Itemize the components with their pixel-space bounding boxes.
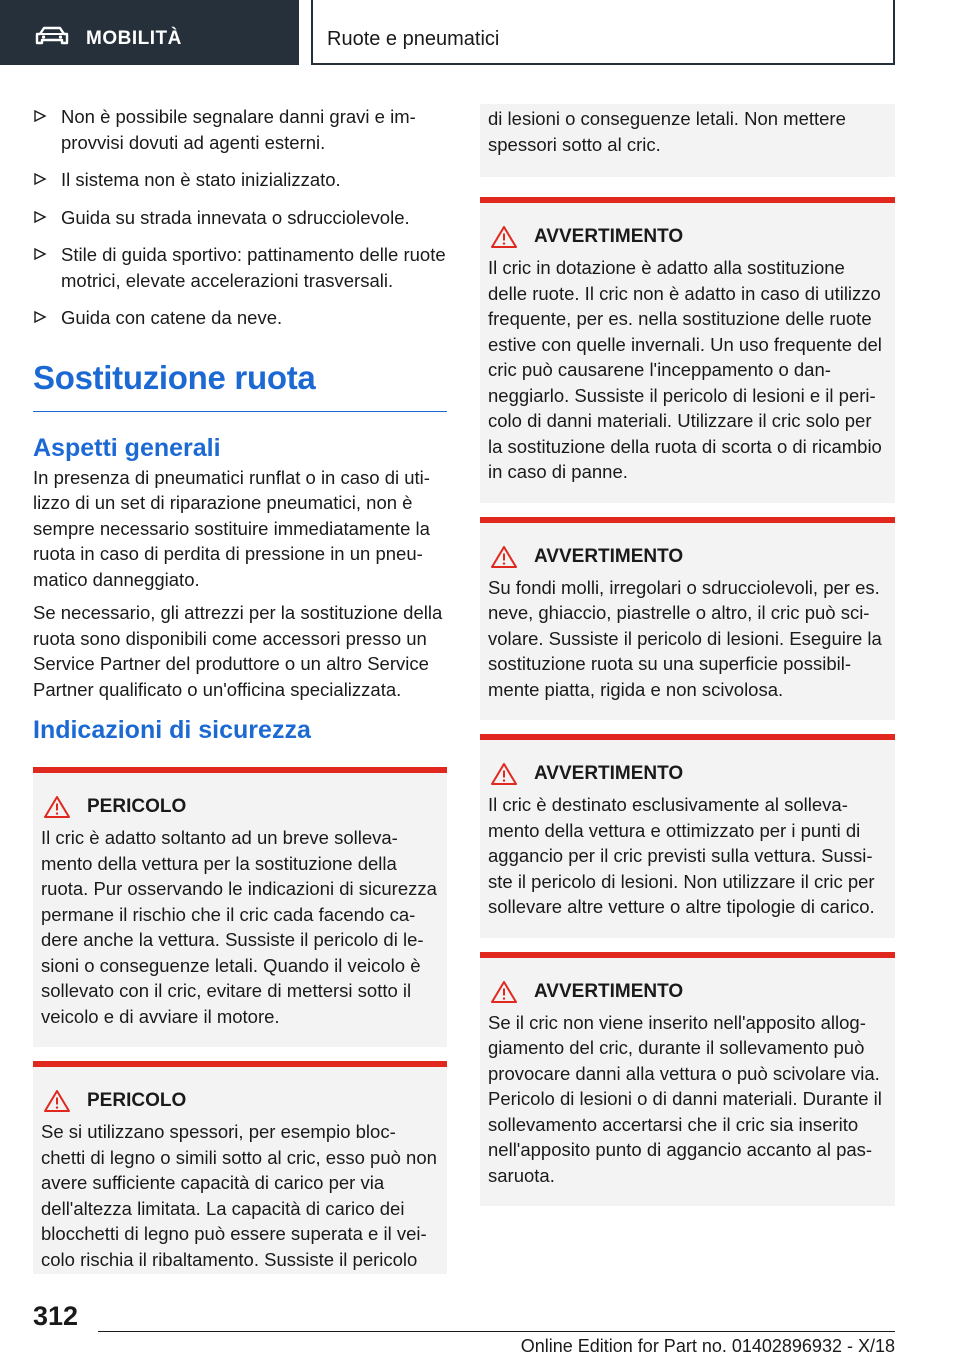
warning-box bbox=[480, 197, 895, 503]
warning-title: AVVERTIMENTO bbox=[534, 226, 684, 247]
heading-wheel-change: Sostituzione ruota bbox=[33, 359, 447, 412]
list-item-text: Il sistema non è stato inizializzato. bbox=[61, 169, 341, 190]
page-number: 312 bbox=[33, 1301, 79, 1331]
chapter-title: Ruote e pneumatici bbox=[327, 28, 500, 50]
list-item bbox=[33, 242, 447, 293]
paragraph-runflat: In presenza di pneumatici runflat o in caso di uti‐lizzo di un set di riparazione pneumatici, non è sempre necessario sostituire immediatamente la ruota in caso di perdita di pressione in un pneu‐matico danneggiato. bbox=[33, 466, 430, 590]
warning-triangle-icon bbox=[490, 980, 518, 1004]
warning-triangle-icon bbox=[490, 545, 518, 569]
danger-title: PERICOLO bbox=[87, 796, 187, 817]
warning-box bbox=[480, 517, 895, 721]
list-item-text: Guida con catene da neve. bbox=[61, 307, 283, 328]
danger-box bbox=[33, 767, 447, 1047]
triangle-bullet-icon bbox=[33, 109, 47, 123]
warning-triangle-icon bbox=[490, 225, 518, 249]
list-item-text: Non è possibile segnalare danni gravi e im‐provvisi dovuti ad agenti esterni. bbox=[61, 106, 416, 153]
warning-box bbox=[480, 734, 895, 938]
warning-title: AVVERTIMENTO bbox=[534, 545, 684, 567]
list-item-text: Guida su strada innevata o sdrucciolevole. bbox=[61, 206, 410, 228]
left-column bbox=[33, 104, 447, 1288]
footer-divider bbox=[98, 1331, 895, 1332]
list-item bbox=[33, 205, 447, 231]
section-title: MOBILITÀ bbox=[86, 28, 182, 49]
danger-text: Il cric è adatto soltanto ad un breve solleva‐mento della vettura per la sostituzione della ruota. Pur osservando le indicazioni di sicurezza permane il rischio che il cric cada facendo ca‐dere anche la vettura. Sussiste il pericolo di le‐sioni o conseguenze letali. Quando il veicolo è sollevato con il cric, evitare di mettersi sotto il veicolo e di avviare il motore. bbox=[41, 827, 437, 1027]
heading-safety: Indicazioni di sicurezza bbox=[33, 716, 311, 744]
danger-title: PERICOLO bbox=[87, 1090, 187, 1111]
list-item-text: Stile di guida sportivo: pattinamento delle ruote motrici, elevate accelerazioni trasversali. bbox=[61, 244, 446, 291]
condition-list bbox=[33, 104, 447, 331]
list-item bbox=[33, 104, 447, 155]
warning-triangle-icon bbox=[490, 762, 518, 786]
list-item bbox=[33, 167, 447, 193]
triangle-bullet-icon bbox=[33, 247, 47, 261]
footer-edition: Online Edition for Part no. 01402896932 - X/18 bbox=[520, 1336, 895, 1356]
header-chapter-box bbox=[311, 0, 895, 65]
warning-title: AVVERTIMENTO bbox=[534, 763, 684, 784]
right-column bbox=[480, 104, 895, 1220]
heading-general: Aspetti generali bbox=[33, 433, 221, 462]
warning-title: AVVERTIMENTO bbox=[534, 980, 684, 1002]
danger-text: Se si utilizzano spessori, per esempio bloc‐chetti di legno o simili sotto al cric, esso può non avere sufficiente capacità di carico per via dell'altezza limitata. La capacità di carico dei blocchetti di legno può essere superata e il vei‐colo rischia il ribaltamento. Sussiste il pericolo bbox=[41, 1121, 437, 1270]
header-section-tab bbox=[0, 0, 299, 65]
triangle-bullet-icon bbox=[33, 210, 47, 224]
triangle-bullet-icon bbox=[33, 172, 47, 186]
warning-text: Su fondi molli, irregolari o sdrucciolevoli, per es. neve, ghiaccio, piastrelle o altro, il cric può sci‐volare. Sussiste il pericolo di lesioni. Eseguire la sostituzione ruota su una superficie possibil‐mente piatta, rigida e non scivolosa. bbox=[488, 576, 882, 700]
warning-text: Se il cric non viene inserito nell'apposito allog‐giamento del cric, durante il sollevamento può provocare danni alla vettura o può scivolare via. Pericolo di lesioni o di danni materiali. Durante il sollevamento accertarsi che il cric sia inserito nell'apposito punto di aggancio accanto al pas‐saruota. bbox=[488, 1011, 882, 1186]
warning-triangle-icon bbox=[43, 1089, 71, 1113]
warning-text: Il cric è destinato esclusivamente al solleva‐mento della vettura e ottimizzato per i punti di aggancio per il cric previsti sulla vettura. Sussi‐ste il pericolo di lesioni. Non utilizzare il cric per sollevare altre vetture o altre tipologie di carico. bbox=[488, 794, 875, 917]
triangle-bullet-icon bbox=[33, 310, 47, 324]
danger-text-continued: di lesioni o conseguenze letali. Non mettere spessori sotto al cric. bbox=[488, 108, 846, 155]
paragraph-tools: Se necessario, gli attrezzi per la sostituzione della ruota sono disponibili come accessori presso un Service Partner del produttore o un altro Service Partner qualificato o un'officina specializzata. bbox=[33, 602, 443, 700]
danger-box-continued bbox=[480, 104, 895, 177]
warning-box bbox=[480, 952, 895, 1207]
warning-text: Il cric in dotazione è adatto alla sostituzione delle ruote. Il cric non è adatto in caso di utilizzo frequente, per es. nella sostituzione delle ruote estive con quelle invernali. Un uso frequente del cric può causarene l'inceppamento o dan‐neggiarlo. Sussiste il pericolo di lesioni e il peri‐colo di danni materiali. Utilizzare il cric solo per la sostituzione della ruota di scorta o di ricambio in caso di panne. bbox=[488, 257, 882, 482]
danger-box bbox=[33, 1061, 447, 1274]
list-item bbox=[33, 305, 447, 331]
warning-triangle-icon bbox=[43, 795, 71, 819]
car-icon bbox=[35, 26, 69, 46]
